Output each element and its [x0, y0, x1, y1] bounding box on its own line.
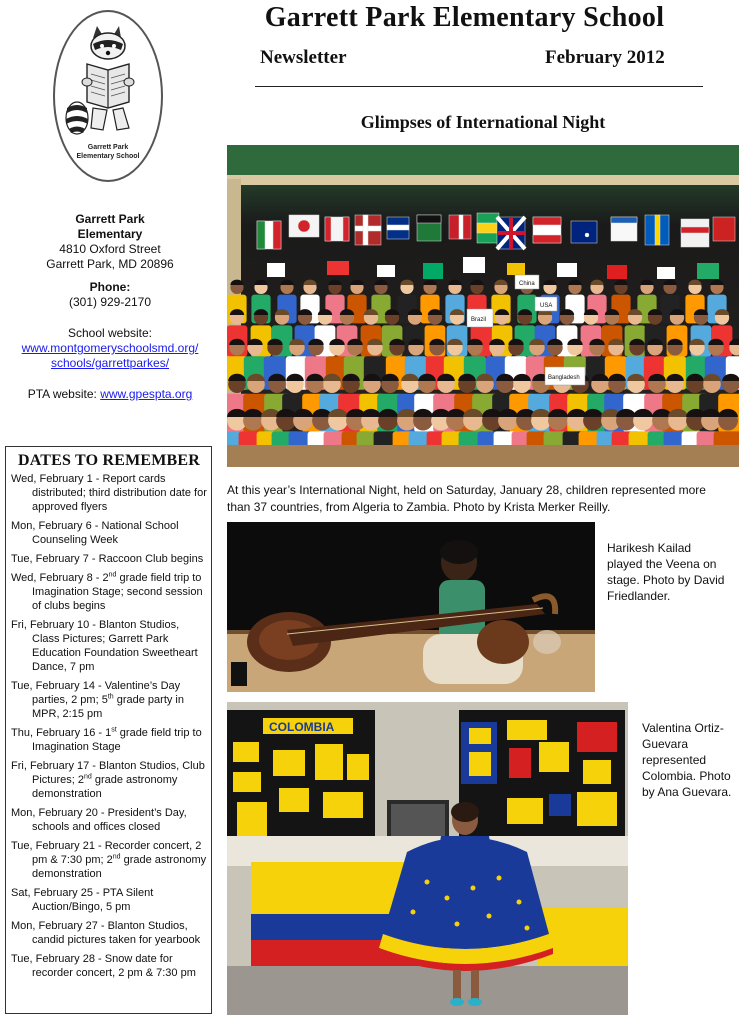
pta-label: PTA website: [27, 387, 101, 401]
date-item-text: grade astronomy demonstration [32, 774, 178, 800]
date-item [11, 679, 207, 721]
photo3-caption: Valentina Ortiz-Guevara represented Colombia. Photo by Ana Guevara. [642, 721, 732, 799]
poster-title: COLOMBIA [269, 720, 335, 734]
date-item [11, 726, 207, 754]
contact-block [0, 212, 220, 272]
date-item: Sat, February 25 - PTA Silent Auction/Bingo, 5 pm [11, 887, 154, 913]
date-item: Mon, February 6 - National School Counseling Week [11, 520, 179, 546]
school-name-line1: Garrett Park [75, 212, 145, 226]
ordinal-suffix: nd [112, 853, 121, 861]
phone-number: (301) 929-2170 [68, 295, 152, 309]
date-item: Mon, February 27 - Blanton Studios, candid pictures taken for yearbook [11, 920, 201, 946]
date-item [11, 571, 207, 613]
address-line2: Garrett Park, MD 20896 [46, 257, 174, 271]
date-item: Wed, February 1 - Report cards distributed; third distribution date for approved flyers [11, 473, 207, 513]
date-item-text: Thu, February 16 - 1 [11, 727, 112, 739]
stage-crowd-image [227, 145, 739, 467]
date-item-text: grade field trip to Imagination Stage [32, 727, 202, 753]
phone-block [0, 280, 220, 310]
dates-list [11, 472, 207, 980]
issue-date: February 2012 [545, 47, 665, 68]
date-item: Tue, February 7 - Raccoon Club begins [11, 553, 204, 565]
sign-china: China [519, 281, 535, 287]
ordinal-suffix: nd [108, 571, 117, 579]
colombia-image [227, 702, 628, 1015]
section-heading: Glimpses of International Night [360, 112, 606, 132]
website-label: School website: [67, 326, 153, 340]
pta-website-link[interactable]: www.gpespta.org [100, 387, 193, 401]
date-item-text: Fri, February 17 - Blanton Studios, Club Pictures; 2 [11, 760, 205, 786]
sign-bangladesh: Bangladesh [548, 375, 580, 381]
date-item: Tue, February 28 - Snow date for recorder concert, 2 pm & 7:30 pm [11, 953, 196, 979]
photo2-caption: Harikesh Kailad played the Veena on stage. Photo by David Friedlander. [607, 541, 725, 603]
date-item-text: Tue, February 14 - Valentine’s Day parties, 2 pm; 5 [11, 680, 181, 706]
dates-title: DATES TO REMEMBER [17, 452, 201, 469]
logo-text-line1: Garrett Park [87, 144, 129, 151]
logo-text-line2: Elementary School [76, 153, 140, 160]
date-item [11, 839, 207, 881]
photo1-caption: At this year’s International Night, held on Saturday, January 28, children represented more than 37 countries, from Algeria to Zambia. Photo by Krista Merker Reilly. [227, 483, 706, 514]
photo-veena-performance [227, 522, 595, 692]
school-logo [53, 10, 163, 182]
photo-international-night-stage [227, 145, 739, 467]
school-name-line2: Elementary [77, 227, 143, 241]
veena-image [227, 522, 595, 692]
raccoon-reading-icon [63, 20, 153, 145]
newsletter-label: Newsletter [260, 47, 347, 68]
address-line1: 4810 Oxford Street [59, 242, 161, 256]
date-item [11, 759, 207, 801]
dates-to-remember-box [5, 446, 212, 1014]
date-item-text: grade astronomy demonstration [32, 854, 207, 880]
school-title: Garrett Park Elementary School [264, 2, 665, 33]
photo-colombia-display [227, 702, 628, 1015]
sign-brazil: Brazil [471, 317, 487, 323]
sign-usa: USA [540, 303, 553, 309]
date-item: Mon, February 20 - President’s Day, schools and offices closed [11, 807, 187, 833]
date-item-text: Wed, February 8 - 2 [11, 572, 109, 584]
ordinal-suffix: th [107, 693, 114, 701]
header-divider [255, 86, 703, 87]
website-block [0, 326, 220, 371]
date-item: Fri, February 10 - Blanton Studios, Class Pictures; Garrett Park Education Foundation Sweetheart Dance, 7 pm [11, 619, 198, 673]
school-website-link-line1[interactable]: www.montgomeryschoolsmd.org/ [21, 341, 199, 355]
ordinal-suffix: st [111, 726, 117, 734]
ordinal-suffix: nd [83, 773, 92, 781]
date-item-text: grade field trip to Imagination Stage; second session of clubs begins [32, 572, 203, 612]
date-item-text: grade party in MPR, 2:15 pm [32, 694, 184, 720]
phone-label: Phone: [89, 280, 131, 294]
pta-block [0, 387, 220, 402]
school-website-link-line2[interactable]: schools/garrettparkes/ [50, 356, 170, 370]
date-item-text: Tue, February 21 - Recorder concert, 2 pm & 7:30 pm; 2 [11, 840, 202, 866]
